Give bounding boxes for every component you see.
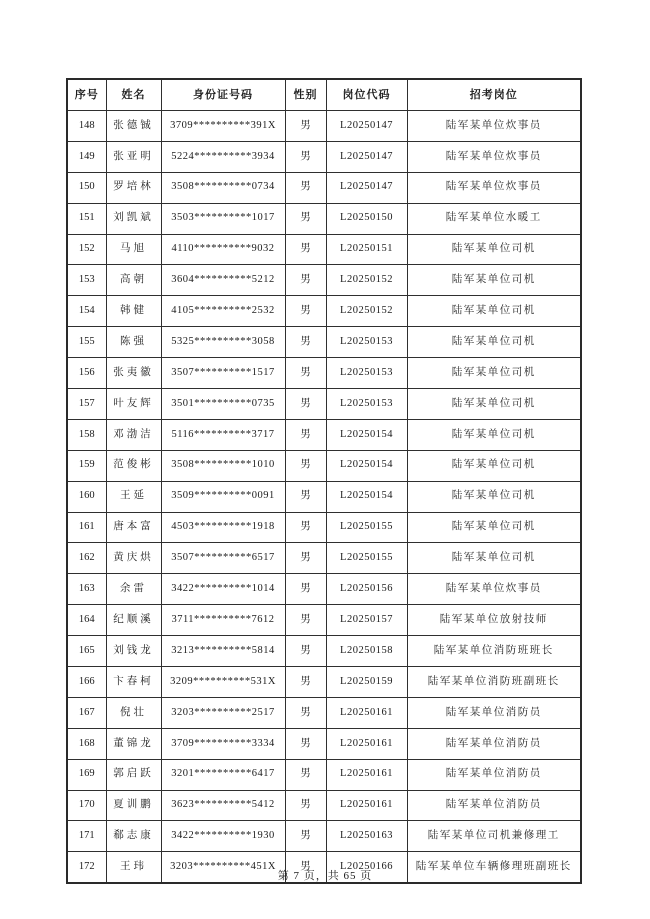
cell-index: 149 bbox=[67, 141, 106, 172]
col-header-position: 招考岗位 bbox=[407, 79, 581, 111]
cell-position-code: L20250157 bbox=[326, 605, 407, 636]
cell-position-title: 陆军某单位消防员 bbox=[407, 697, 581, 728]
table-row bbox=[67, 697, 581, 728]
cell-position-code: L20250147 bbox=[326, 111, 407, 142]
cell-position-code: L20250161 bbox=[326, 728, 407, 759]
cell-id-number: 3508**********1010 bbox=[161, 450, 285, 481]
cell-name: 纪顺溪 bbox=[106, 605, 161, 636]
cell-id-number: 3709**********391X bbox=[161, 111, 285, 142]
cell-position-code: L20250154 bbox=[326, 419, 407, 450]
cell-position-title: 陆军某单位炊事员 bbox=[407, 172, 581, 203]
table-row bbox=[67, 821, 581, 852]
table-row bbox=[67, 605, 581, 636]
cell-index: 161 bbox=[67, 512, 106, 543]
cell-index: 160 bbox=[67, 481, 106, 512]
cell-id-number: 3604**********5212 bbox=[161, 265, 285, 296]
cell-index: 170 bbox=[67, 790, 106, 821]
cell-gender: 男 bbox=[285, 389, 326, 420]
cell-index: 152 bbox=[67, 234, 106, 265]
table-row bbox=[67, 790, 581, 821]
cell-position-code: L20250159 bbox=[326, 667, 407, 698]
cell-name: 张德铖 bbox=[106, 111, 161, 142]
cell-name: 黄庆烘 bbox=[106, 543, 161, 574]
cell-position-title: 陆军某单位消防员 bbox=[407, 790, 581, 821]
cell-name: 韩健 bbox=[106, 296, 161, 327]
cell-name: 叶友辉 bbox=[106, 389, 161, 420]
cell-position-title: 陆军某单位放射技师 bbox=[407, 605, 581, 636]
cell-gender: 男 bbox=[285, 358, 326, 389]
cell-position-title: 陆军某单位消防班副班长 bbox=[407, 667, 581, 698]
cell-gender: 男 bbox=[285, 203, 326, 234]
cell-index: 158 bbox=[67, 419, 106, 450]
cell-index: 148 bbox=[67, 111, 106, 142]
cell-position-title: 陆军某单位司机 bbox=[407, 481, 581, 512]
cell-position-code: L20250152 bbox=[326, 265, 407, 296]
table-row bbox=[67, 234, 581, 265]
cell-position-title: 陆军某单位司机 bbox=[407, 450, 581, 481]
cell-gender: 男 bbox=[285, 543, 326, 574]
cell-gender: 男 bbox=[285, 574, 326, 605]
cell-position-code: L20250155 bbox=[326, 543, 407, 574]
cell-name: 邓渤洁 bbox=[106, 419, 161, 450]
cell-gender: 男 bbox=[285, 852, 326, 883]
cell-index: 153 bbox=[67, 265, 106, 296]
cell-gender: 男 bbox=[285, 605, 326, 636]
table-row bbox=[67, 265, 581, 296]
cell-id-number: 3503**********1017 bbox=[161, 203, 285, 234]
table-row bbox=[67, 419, 581, 450]
cell-id-number: 3709**********3334 bbox=[161, 728, 285, 759]
cell-gender: 男 bbox=[285, 790, 326, 821]
cell-index: 157 bbox=[67, 389, 106, 420]
cell-gender: 男 bbox=[285, 111, 326, 142]
cell-position-code: L20250154 bbox=[326, 450, 407, 481]
cell-position-title: 陆军某单位炊事员 bbox=[407, 574, 581, 605]
cell-id-number: 5116**********3717 bbox=[161, 419, 285, 450]
header-row bbox=[67, 79, 581, 111]
cell-position-code: L20250154 bbox=[326, 481, 407, 512]
cell-name: 刘钱龙 bbox=[106, 636, 161, 667]
col-header-name: 姓名 bbox=[106, 79, 161, 111]
col-header-id: 身份证号码 bbox=[161, 79, 285, 111]
cell-position-title: 陆军某单位炊事员 bbox=[407, 141, 581, 172]
cell-id-number: 4110**********9032 bbox=[161, 234, 285, 265]
cell-position-code: L20250152 bbox=[326, 296, 407, 327]
cell-index: 168 bbox=[67, 728, 106, 759]
recruitment-table bbox=[66, 78, 582, 884]
cell-position-code: L20250166 bbox=[326, 852, 407, 883]
cell-position-code: L20250147 bbox=[326, 172, 407, 203]
cell-name: 罗培林 bbox=[106, 172, 161, 203]
table-row bbox=[67, 141, 581, 172]
cell-position-code: L20250153 bbox=[326, 389, 407, 420]
cell-id-number: 3508**********0734 bbox=[161, 172, 285, 203]
cell-position-title: 陆军某单位司机兼修理工 bbox=[407, 821, 581, 852]
col-header-code: 岗位代码 bbox=[326, 79, 407, 111]
cell-position-code: L20250161 bbox=[326, 790, 407, 821]
table-row bbox=[67, 728, 581, 759]
table-header bbox=[67, 79, 581, 111]
cell-gender: 男 bbox=[285, 296, 326, 327]
cell-position-code: L20250163 bbox=[326, 821, 407, 852]
cell-gender: 男 bbox=[285, 759, 326, 790]
table-row bbox=[67, 574, 581, 605]
cell-name: 郭启跃 bbox=[106, 759, 161, 790]
cell-name: 高朝 bbox=[106, 265, 161, 296]
cell-gender: 男 bbox=[285, 697, 326, 728]
cell-name: 王玮 bbox=[106, 852, 161, 883]
cell-position-code: L20250155 bbox=[326, 512, 407, 543]
cell-position-title: 陆军某单位消防员 bbox=[407, 728, 581, 759]
cell-position-code: L20250153 bbox=[326, 327, 407, 358]
cell-position-title: 陆军某单位司机 bbox=[407, 296, 581, 327]
cell-id-number: 3201**********6417 bbox=[161, 759, 285, 790]
cell-position-code: L20250150 bbox=[326, 203, 407, 234]
cell-index: 166 bbox=[67, 667, 106, 698]
table-body bbox=[67, 111, 581, 884]
cell-gender: 男 bbox=[285, 667, 326, 698]
cell-gender: 男 bbox=[285, 728, 326, 759]
table-row bbox=[67, 203, 581, 234]
cell-position-code: L20250161 bbox=[326, 697, 407, 728]
cell-index: 159 bbox=[67, 450, 106, 481]
cell-position-title: 陆军某单位司机 bbox=[407, 419, 581, 450]
cell-position-title: 陆军某单位司机 bbox=[407, 234, 581, 265]
cell-gender: 男 bbox=[285, 512, 326, 543]
cell-position-title: 陆军某单位司机 bbox=[407, 512, 581, 543]
cell-index: 172 bbox=[67, 852, 106, 883]
cell-position-title: 陆军某单位司机 bbox=[407, 327, 581, 358]
table-row bbox=[67, 543, 581, 574]
cell-name: 董锦龙 bbox=[106, 728, 161, 759]
cell-id-number: 5325**********3058 bbox=[161, 327, 285, 358]
cell-index: 154 bbox=[67, 296, 106, 327]
cell-name: 马旭 bbox=[106, 234, 161, 265]
cell-position-title: 陆军某单位水暖工 bbox=[407, 203, 581, 234]
table-row bbox=[67, 636, 581, 667]
cell-position-code: L20250156 bbox=[326, 574, 407, 605]
cell-position-code: L20250153 bbox=[326, 358, 407, 389]
cell-index: 164 bbox=[67, 605, 106, 636]
cell-index: 155 bbox=[67, 327, 106, 358]
cell-position-code: L20250147 bbox=[326, 141, 407, 172]
cell-id-number: 5224**********3934 bbox=[161, 141, 285, 172]
cell-id-number: 3422**********1014 bbox=[161, 574, 285, 605]
cell-id-number: 3509**********0091 bbox=[161, 481, 285, 512]
cell-index: 162 bbox=[67, 543, 106, 574]
cell-position-title: 陆军某单位消防班班长 bbox=[407, 636, 581, 667]
cell-index: 150 bbox=[67, 172, 106, 203]
cell-name: 余雷 bbox=[106, 574, 161, 605]
cell-name: 郗志康 bbox=[106, 821, 161, 852]
cell-gender: 男 bbox=[285, 327, 326, 358]
cell-index: 167 bbox=[67, 697, 106, 728]
cell-id-number: 3507**********6517 bbox=[161, 543, 285, 574]
cell-gender: 男 bbox=[285, 450, 326, 481]
cell-id-number: 4105**********2532 bbox=[161, 296, 285, 327]
col-header-gender: 性别 bbox=[285, 79, 326, 111]
cell-position-code: L20250151 bbox=[326, 234, 407, 265]
cell-position-title: 陆军某单位消防员 bbox=[407, 759, 581, 790]
cell-name: 王延 bbox=[106, 481, 161, 512]
cell-gender: 男 bbox=[285, 636, 326, 667]
cell-position-code: L20250158 bbox=[326, 636, 407, 667]
cell-position-code: L20250161 bbox=[326, 759, 407, 790]
table-row bbox=[67, 172, 581, 203]
cell-gender: 男 bbox=[285, 481, 326, 512]
table-row bbox=[67, 296, 581, 327]
cell-name: 张亚明 bbox=[106, 141, 161, 172]
cell-gender: 男 bbox=[285, 265, 326, 296]
cell-gender: 男 bbox=[285, 172, 326, 203]
cell-index: 151 bbox=[67, 203, 106, 234]
table-row bbox=[67, 759, 581, 790]
cell-index: 156 bbox=[67, 358, 106, 389]
cell-position-title: 陆军某单位司机 bbox=[407, 358, 581, 389]
cell-index: 165 bbox=[67, 636, 106, 667]
cell-name: 夏训鹏 bbox=[106, 790, 161, 821]
cell-name: 陈强 bbox=[106, 327, 161, 358]
table-row bbox=[67, 111, 581, 142]
cell-index: 171 bbox=[67, 821, 106, 852]
table-row bbox=[67, 358, 581, 389]
table-row bbox=[67, 450, 581, 481]
cell-gender: 男 bbox=[285, 419, 326, 450]
cell-id-number: 3203**********451X bbox=[161, 852, 285, 883]
page-number-footer: 第 7 页，共 65 页 bbox=[277, 870, 373, 882]
table-row bbox=[67, 667, 581, 698]
cell-gender: 男 bbox=[285, 821, 326, 852]
cell-position-title: 陆军某单位司机 bbox=[407, 265, 581, 296]
cell-id-number: 3623**********5412 bbox=[161, 790, 285, 821]
cell-id-number: 4503**********1918 bbox=[161, 512, 285, 543]
cell-name: 张夷徽 bbox=[106, 358, 161, 389]
table-row bbox=[67, 327, 581, 358]
cell-id-number: 3501**********0735 bbox=[161, 389, 285, 420]
cell-id-number: 3507**********1517 bbox=[161, 358, 285, 389]
cell-index: 163 bbox=[67, 574, 106, 605]
col-header-index: 序号 bbox=[67, 79, 106, 111]
cell-gender: 男 bbox=[285, 141, 326, 172]
table-row bbox=[67, 389, 581, 420]
cell-name: 倪壮 bbox=[106, 697, 161, 728]
cell-index: 169 bbox=[67, 759, 106, 790]
cell-name: 卞春柯 bbox=[106, 667, 161, 698]
cell-id-number: 3213**********5814 bbox=[161, 636, 285, 667]
cell-id-number: 3203**********2517 bbox=[161, 697, 285, 728]
cell-gender: 男 bbox=[285, 234, 326, 265]
cell-position-title: 陆军某单位司机 bbox=[407, 389, 581, 420]
cell-position-title: 陆军某单位司机 bbox=[407, 543, 581, 574]
cell-position-title: 陆军某单位炊事员 bbox=[407, 111, 581, 142]
cell-position-title: 陆军某单位车辆修理班副班长 bbox=[407, 852, 581, 883]
cell-name: 刘凯斌 bbox=[106, 203, 161, 234]
cell-name: 唐本富 bbox=[106, 512, 161, 543]
cell-id-number: 3711**********7612 bbox=[161, 605, 285, 636]
table-row bbox=[67, 512, 581, 543]
cell-id-number: 3209**********531X bbox=[161, 667, 285, 698]
cell-id-number: 3422**********1930 bbox=[161, 821, 285, 852]
cell-name: 范俊彬 bbox=[106, 450, 161, 481]
table-row bbox=[67, 481, 581, 512]
